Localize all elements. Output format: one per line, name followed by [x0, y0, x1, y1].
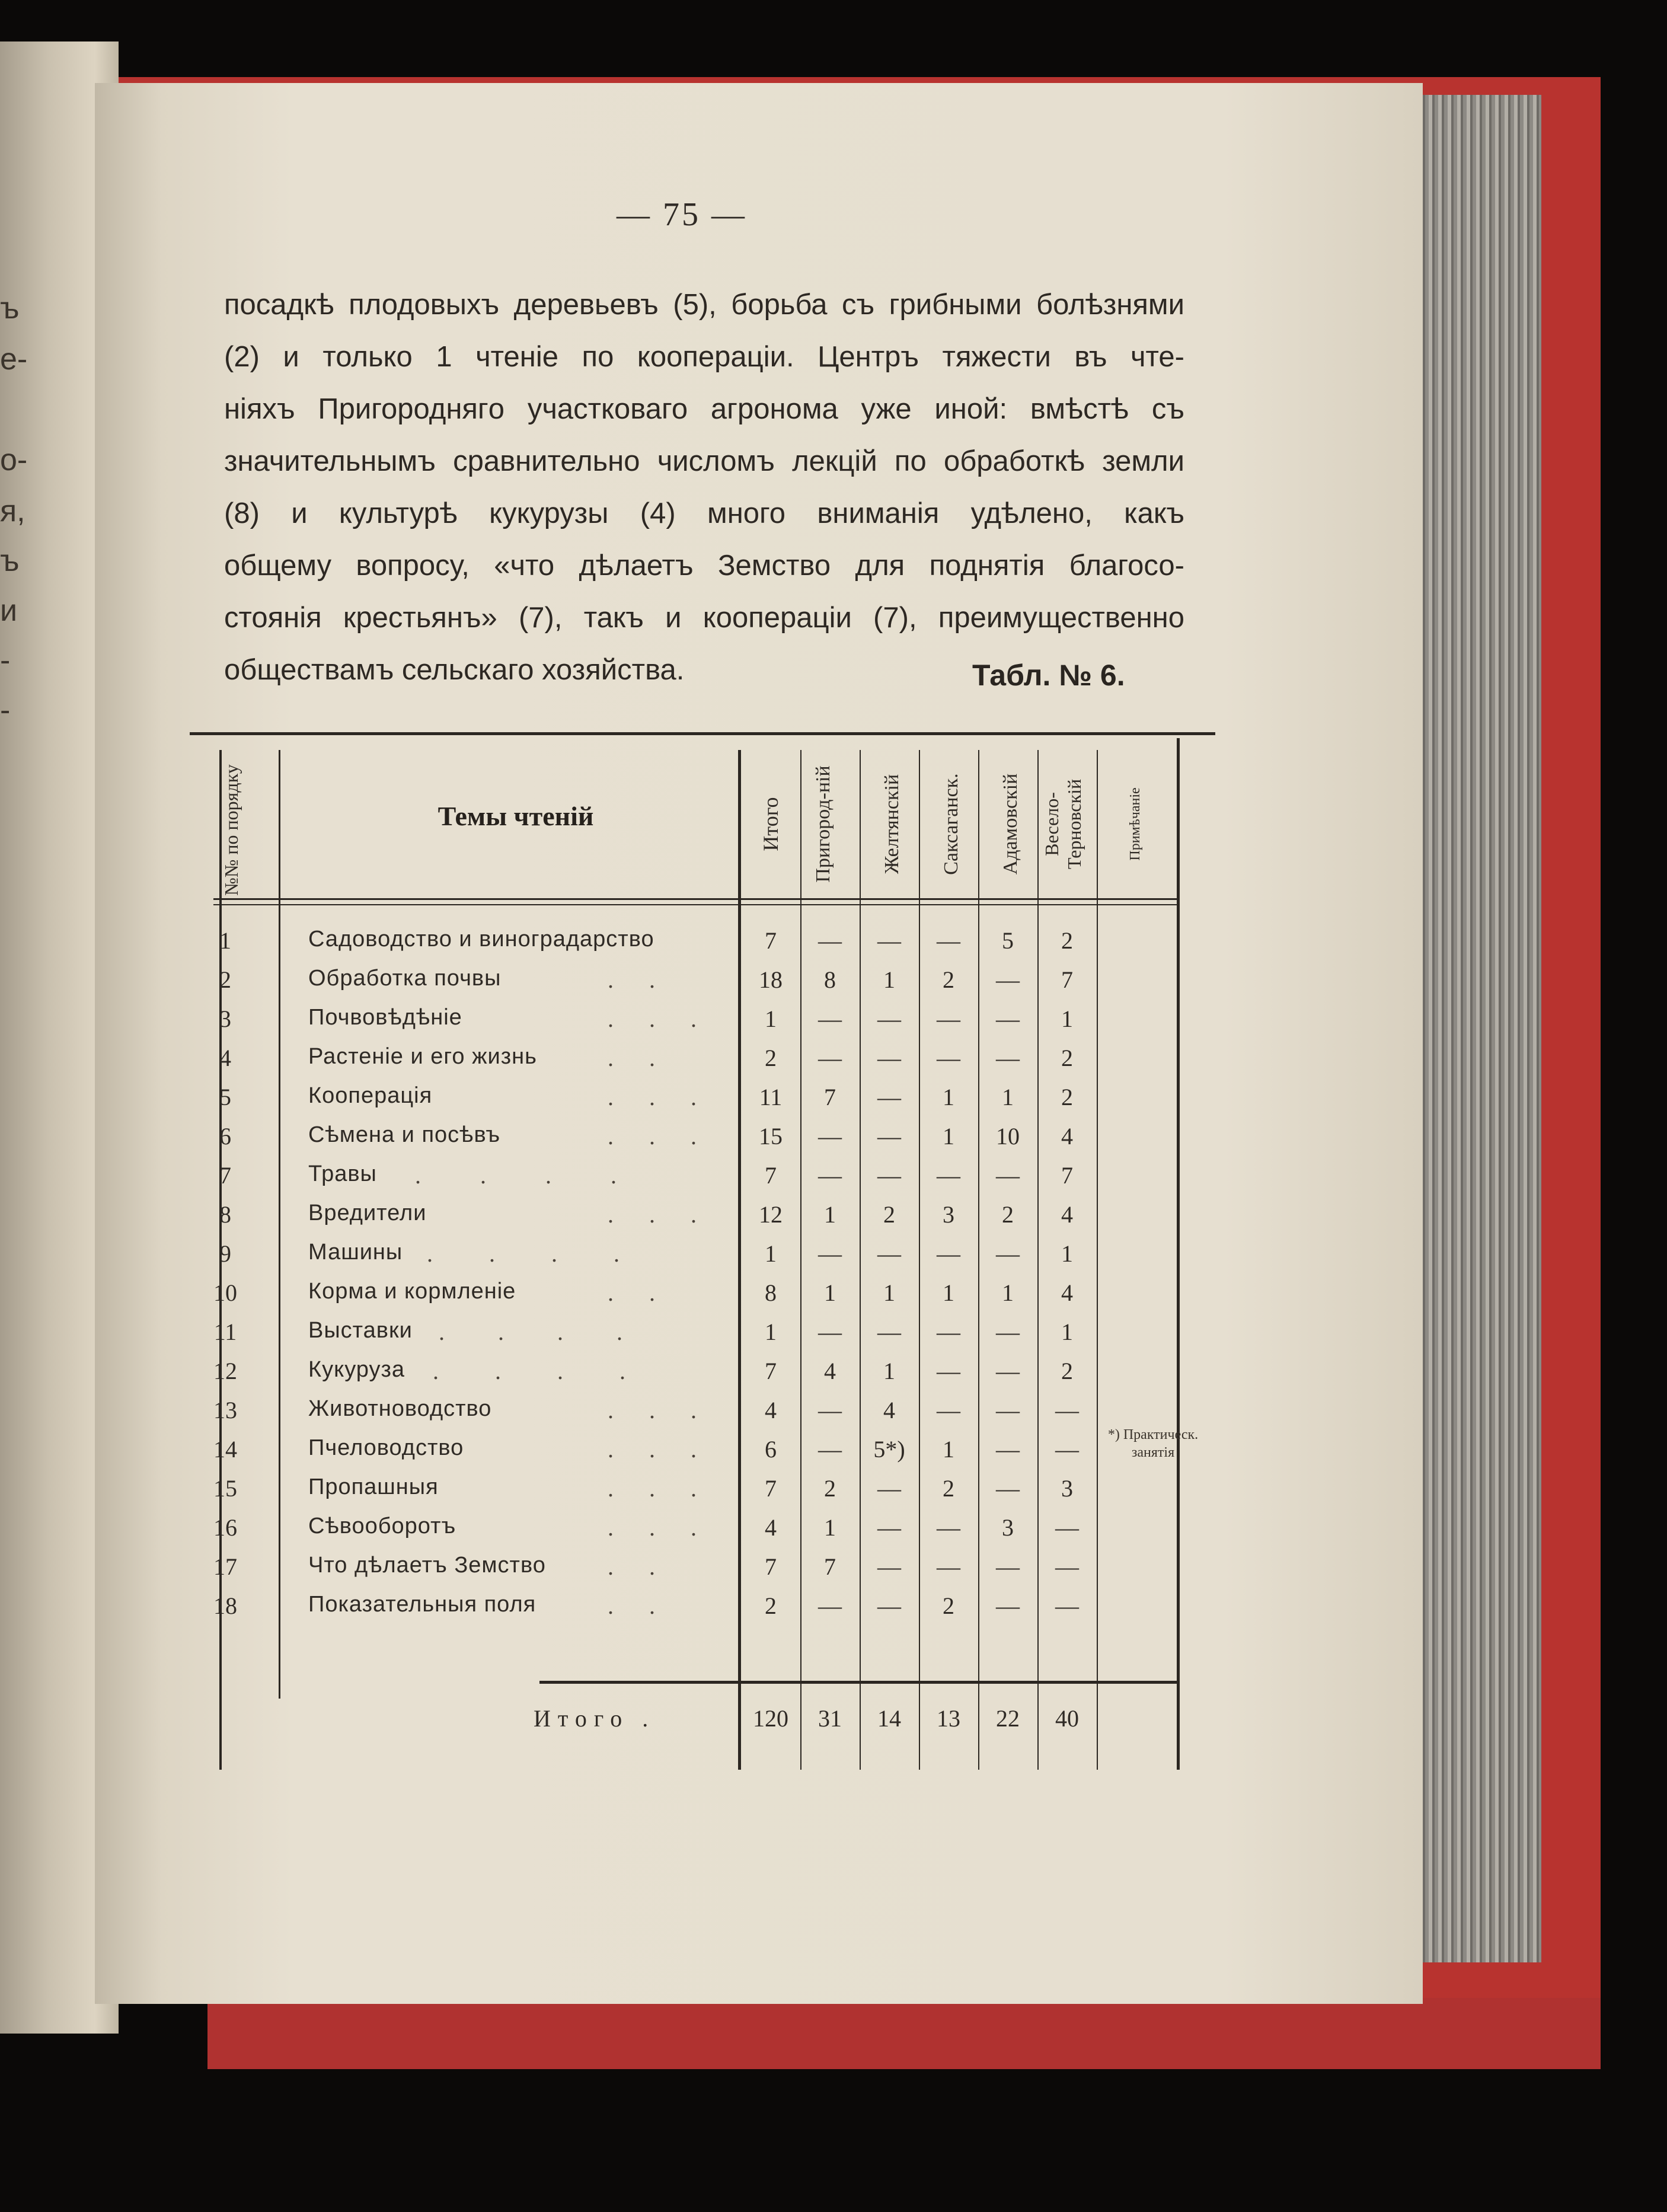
leader-dots: ...: [608, 1436, 732, 1463]
table-row: [190, 1357, 1215, 1396]
row-number: 6: [219, 1123, 231, 1150]
row-topic: Сѣмена и посѣвъ: [308, 1122, 501, 1147]
cell-adamovsky: 3: [1002, 1514, 1014, 1541]
cell-zheltyansky: —: [877, 1123, 901, 1150]
row-number: 18: [213, 1592, 237, 1619]
table-row: [190, 1083, 1215, 1122]
row-topic: Кукуруза: [308, 1357, 405, 1382]
table-row: [190, 1279, 1215, 1318]
cell-prigorodny: 7: [824, 1553, 836, 1580]
cell-prigorodny: 8: [824, 966, 836, 993]
cell-saksagansk: 1: [943, 1123, 954, 1150]
cell-prigorodny: 1: [824, 1201, 836, 1228]
row-topic: Кооперація: [308, 1083, 433, 1108]
cell-prigorodny: —: [818, 927, 842, 954]
table-row: [190, 1122, 1215, 1161]
row-topic: Показательныя поля: [308, 1592, 536, 1617]
cell-saksagansk: —: [937, 1006, 960, 1032]
table-row: [190, 1318, 1215, 1357]
cell-prigorodny: —: [818, 1006, 842, 1032]
cell-saksagansk: —: [937, 1162, 960, 1189]
cell-prigorodny: —: [818, 1436, 842, 1463]
table-row: [190, 1201, 1215, 1240]
cell-adamovsky: —: [996, 1475, 1020, 1502]
cell-total: 1: [765, 1006, 777, 1032]
cell-total: 18: [759, 966, 783, 993]
cell-adamovsky: 1: [1002, 1279, 1014, 1306]
leader-dots: ..: [608, 1045, 691, 1071]
table-label: Табл. № 6.: [972, 659, 1125, 692]
row-number: 11: [213, 1319, 237, 1345]
row-number: 5: [219, 1084, 231, 1110]
cell-veselo-ternovsky: —: [1055, 1397, 1079, 1423]
cell-saksagansk: 3: [943, 1201, 954, 1228]
cell-veselo-ternovsky: 7: [1061, 966, 1073, 993]
body-line: общему вопросу, «что дѣлаетъ Земство для поднятія благосо-: [224, 550, 1184, 582]
cell-saksagansk: —: [937, 1514, 960, 1541]
table-row: [190, 1240, 1215, 1279]
cell-prigorodny: 1: [824, 1279, 836, 1306]
leader-dots: ...: [608, 1201, 732, 1228]
cell-saksagansk: 2: [943, 966, 954, 993]
total-saksagansk: 13: [937, 1705, 960, 1732]
cell-adamovsky: —: [996, 1162, 1020, 1189]
cell-veselo-ternovsky: 2: [1061, 1358, 1073, 1384]
cell-saksagansk: —: [937, 1045, 960, 1071]
row-number: 12: [213, 1358, 237, 1384]
cell-adamovsky: 10: [996, 1123, 1020, 1150]
cell-saksagansk: 2: [943, 1475, 954, 1502]
row-topic: Вредители: [308, 1201, 427, 1225]
table-header-rule-2: [213, 904, 1180, 905]
cell-adamovsky: —: [996, 1240, 1020, 1267]
cell-zheltyansky: —: [877, 1592, 901, 1619]
cell-saksagansk: 1: [943, 1084, 954, 1110]
cell-adamovsky: 2: [1002, 1201, 1014, 1228]
cell-total: 1: [765, 1240, 777, 1267]
row-topic: Животноводство: [308, 1396, 492, 1421]
table-row: [190, 1553, 1215, 1592]
cell-veselo-ternovsky: —: [1055, 1436, 1079, 1463]
row-topic: Корма и кормленіе: [308, 1279, 516, 1304]
cell-veselo-ternovsky: 4: [1061, 1201, 1073, 1228]
cell-total: 4: [765, 1514, 777, 1541]
cell-adamovsky: —: [996, 1006, 1020, 1032]
cell-adamovsky: —: [996, 1045, 1020, 1071]
cell-zheltyansky: 1: [883, 1358, 895, 1384]
cell-saksagansk: 2: [943, 1592, 954, 1619]
header-col-adamovsky: Адамовскій: [999, 773, 1021, 875]
table-header-rule: [213, 898, 1180, 900]
cell-prigorodny: 7: [824, 1084, 836, 1110]
row-number: 1: [219, 927, 231, 954]
cell-prigorodny: —: [818, 1397, 842, 1423]
total-prigorodny: 31: [818, 1705, 842, 1732]
cell-saksagansk: —: [937, 927, 960, 954]
cell-veselo-ternovsky: 2: [1061, 1084, 1073, 1110]
cell-total: 8: [765, 1279, 777, 1306]
header-col-veselo-ternovsky: Весело-Терновскій: [1041, 778, 1085, 870]
cell-total: 2: [765, 1592, 777, 1619]
row-number: 2: [219, 966, 231, 993]
left-page-fragment: е-: [0, 342, 28, 376]
cell-prigorodny: —: [818, 1592, 842, 1619]
cell-zheltyansky: —: [877, 1162, 901, 1189]
row-topic: Пропашныя: [308, 1474, 439, 1499]
cell-zheltyansky: 4: [883, 1397, 895, 1423]
cell-total: 11: [759, 1084, 783, 1110]
table-row: [190, 1474, 1215, 1514]
row-number: 7: [219, 1162, 231, 1189]
left-page-fragment: ъ: [0, 291, 20, 325]
leader-dots: ..: [608, 1553, 691, 1580]
leader-dots: ....: [433, 1358, 682, 1384]
cell-prigorodny: 4: [824, 1358, 836, 1384]
leader-dots: ....: [415, 1162, 676, 1189]
body-paragraph: [224, 279, 1184, 696]
cell-zheltyansky: 2: [883, 1201, 895, 1228]
left-page-fragment: и: [0, 593, 18, 628]
row-number: 8: [219, 1201, 231, 1228]
total-adamovsky: 22: [996, 1705, 1020, 1732]
cell-veselo-ternovsky: —: [1055, 1592, 1079, 1619]
cell-adamovsky: —: [996, 1436, 1020, 1463]
leader-dots: ...: [608, 1514, 732, 1541]
cell-total: 1: [765, 1319, 777, 1345]
cell-prigorodny: —: [818, 1319, 842, 1345]
leader-dots: ..: [608, 1592, 691, 1619]
cell-zheltyansky: 5*): [873, 1436, 905, 1463]
leader-dots: ...: [608, 1475, 732, 1502]
cell-total: 6: [765, 1436, 777, 1463]
page-number: — 75 —: [617, 196, 747, 233]
row-topic: Садоводство и виноградарство: [308, 927, 654, 952]
cell-veselo-ternovsky: 1: [1061, 1006, 1073, 1032]
cell-prigorodny: 1: [824, 1514, 836, 1541]
cell-total: 12: [759, 1201, 783, 1228]
table-row: [190, 1044, 1215, 1083]
cell-veselo-ternovsky: 1: [1061, 1240, 1073, 1267]
cell-adamovsky: —: [996, 966, 1020, 993]
cell-adamovsky: —: [996, 1592, 1020, 1619]
cell-veselo-ternovsky: 4: [1061, 1279, 1073, 1306]
cell-saksagansk: —: [937, 1358, 960, 1384]
cell-zheltyansky: —: [877, 1319, 901, 1345]
cell-adamovsky: —: [996, 1319, 1020, 1345]
row-number: 15: [213, 1475, 237, 1502]
cell-saksagansk: —: [937, 1553, 960, 1580]
row-topic: Что дѣлаетъ Земство: [308, 1553, 546, 1578]
total-row: [190, 1705, 1215, 1744]
cell-veselo-ternovsky: 4: [1061, 1123, 1073, 1150]
cell-prigorodny: —: [818, 1045, 842, 1071]
table-row: [190, 1592, 1215, 1631]
table-row: [190, 966, 1215, 1005]
body-line: стоянія крестьянъ» (7), такъ и коопераціи (7), преимущественно: [224, 602, 1184, 634]
row-number: 9: [219, 1240, 231, 1267]
header-col-zheltyansky: Желтянскій: [881, 774, 903, 874]
leader-dots: ..: [608, 966, 691, 993]
cell-veselo-ternovsky: 7: [1061, 1162, 1073, 1189]
row-topic: Обработка почвы: [308, 966, 502, 991]
row-number: 17: [213, 1553, 237, 1580]
cell-prigorodny: —: [818, 1240, 842, 1267]
left-page-fragment: ъ: [0, 544, 20, 578]
header-topic: Темы чтеній: [437, 801, 594, 831]
row-number: 16: [213, 1514, 237, 1541]
cell-veselo-ternovsky: 3: [1061, 1475, 1073, 1502]
cell-zheltyansky: —: [877, 1084, 901, 1110]
cell-veselo-ternovsky: 2: [1061, 927, 1073, 954]
total-all: 120: [753, 1705, 788, 1732]
cell-zheltyansky: —: [877, 1475, 901, 1502]
row-topic: Машины: [308, 1240, 403, 1265]
row-topic: Пчеловодство: [308, 1435, 464, 1460]
cell-adamovsky: 1: [1002, 1084, 1014, 1110]
cell-saksagansk: —: [937, 1397, 960, 1423]
cell-prigorodny: —: [818, 1123, 842, 1150]
book-cover-bottom: [207, 1998, 1601, 2069]
left-page-fragment: о-: [0, 443, 28, 477]
row-topic: Почвовѣдѣніе: [308, 1005, 462, 1030]
leader-dots: ...: [608, 1084, 732, 1110]
cell-veselo-ternovsky: 2: [1061, 1045, 1073, 1071]
leader-dots: ...: [608, 1123, 732, 1150]
cell-saksagansk: —: [937, 1240, 960, 1267]
cell-zheltyansky: —: [877, 1006, 901, 1032]
body-line: (8) и культурѣ кукурузы (4) много вниманія удѣлено, какъ: [224, 497, 1184, 529]
cell-zheltyansky: —: [877, 1240, 901, 1267]
header-num: №№ по порядку: [221, 764, 242, 896]
body-line: посадкѣ плодовыхъ деревьевъ (5), борьба съ грибными болѣзнями: [224, 289, 1184, 321]
header-col-saksagansk: Саксаганск.: [940, 773, 962, 875]
table-footnote: *) Практическ. занятія: [1107, 1427, 1199, 1460]
table-top-rule: [190, 732, 1215, 735]
body-line: значительнымъ сравнительно числомъ лекцій по обработкѣ земли: [224, 445, 1184, 477]
cell-total: 4: [765, 1397, 777, 1423]
cell-adamovsky: 5: [1002, 927, 1014, 954]
cell-zheltyansky: —: [877, 1045, 901, 1071]
header-col-prigorodny: Пригород-ній: [812, 765, 834, 883]
cell-total: 7: [765, 1553, 777, 1580]
total-label: Итого .: [534, 1705, 656, 1732]
leader-dots: ..: [608, 1279, 691, 1306]
leader-dots: ...: [608, 1397, 732, 1423]
cell-total: 7: [765, 1162, 777, 1189]
cell-zheltyansky: —: [877, 927, 901, 954]
row-number: 3: [219, 1006, 231, 1032]
row-topic: Травы: [308, 1161, 377, 1186]
table-row: [190, 927, 1215, 966]
cell-zheltyansky: 1: [883, 966, 895, 993]
row-topic: Выставки: [308, 1318, 413, 1343]
row-number: 10: [213, 1279, 237, 1306]
cell-total: 7: [765, 1475, 777, 1502]
cell-zheltyansky: 1: [883, 1279, 895, 1306]
left-page-fragment: я,: [0, 494, 25, 528]
topics-table: [190, 732, 1215, 1770]
body-line: обществамъ сельскаго хозяйства.: [224, 654, 685, 686]
cell-saksagansk: 1: [943, 1279, 954, 1306]
cell-prigorodny: —: [818, 1162, 842, 1189]
cell-adamovsky: —: [996, 1397, 1020, 1423]
cell-veselo-ternovsky: —: [1055, 1514, 1079, 1541]
total-zheltyansky: 14: [877, 1705, 901, 1732]
cell-adamovsky: —: [996, 1553, 1020, 1580]
table-row: [190, 1435, 1215, 1474]
cell-zheltyansky: —: [877, 1553, 901, 1580]
table-row: [190, 1161, 1215, 1201]
cell-veselo-ternovsky: 1: [1061, 1319, 1073, 1345]
cell-saksagansk: 1: [943, 1436, 954, 1463]
cell-total: 7: [765, 927, 777, 954]
table-row: [190, 1005, 1215, 1044]
cell-zheltyansky: —: [877, 1514, 901, 1541]
cell-prigorodny: 2: [824, 1475, 836, 1502]
leader-dots: ....: [439, 1319, 676, 1345]
total-veselo-ternovsky: 40: [1055, 1705, 1079, 1732]
row-topic: Сѣвооборотъ: [308, 1514, 456, 1538]
leader-dots: ....: [427, 1240, 676, 1267]
left-page-fragment: -: [0, 693, 11, 727]
header-col-total: Итого: [759, 797, 783, 851]
cell-total: 7: [765, 1358, 777, 1384]
row-number: 4: [219, 1045, 231, 1071]
cell-total: 15: [759, 1123, 783, 1150]
cell-total: 2: [765, 1045, 777, 1071]
leader-dots: ...: [608, 1006, 732, 1032]
row-topic: Растеніе и его жизнь: [308, 1044, 537, 1069]
cell-adamovsky: —: [996, 1358, 1020, 1384]
row-number: 13: [213, 1397, 237, 1423]
table-row: [190, 1396, 1215, 1435]
cell-saksagansk: —: [937, 1319, 960, 1345]
body-line: (2) и только 1 чтеніе по коопераціи. Центръ тяжести въ чте-: [224, 341, 1184, 373]
row-number: 14: [213, 1436, 237, 1463]
cell-veselo-ternovsky: —: [1055, 1553, 1079, 1580]
table-row: [190, 1514, 1215, 1553]
header-col-note: Примѣчаніе: [1128, 787, 1143, 861]
body-line: ніяхъ Пригороднягo участковаго агронома уже иной: вмѣстѣ съ: [224, 393, 1184, 425]
left-page-fragment: -: [0, 643, 11, 678]
